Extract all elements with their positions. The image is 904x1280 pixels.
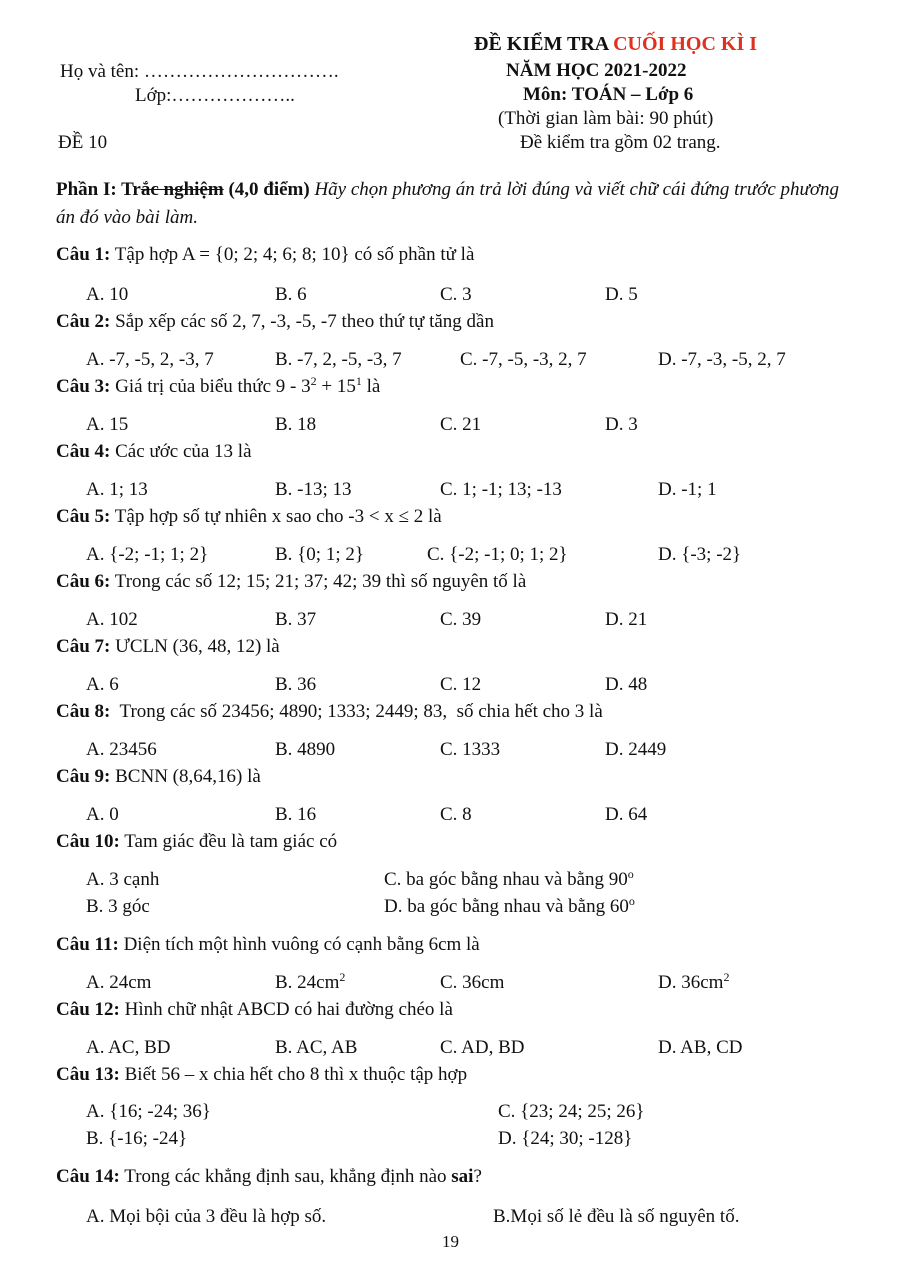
question-number: Câu 3:	[56, 376, 111, 397]
option-a: A. 3 cạnh	[86, 869, 160, 890]
option-d: D. 48	[605, 674, 648, 695]
question-text: là	[361, 376, 381, 397]
question-number: Câu 1:	[56, 244, 111, 265]
question-number: Câu 9:	[56, 766, 111, 787]
question-3	[56, 375, 380, 399]
question-text: Tập hợp số tự nhiên x sao cho -3 < x ≤ 2 là	[110, 506, 442, 527]
option-d: D. -1; 1	[658, 479, 717, 500]
option-c: C. 21	[440, 414, 482, 435]
question-2	[56, 310, 494, 334]
question-text: Biết 56 – x chia hết cho 8 thì x thuộc tập hợp	[119, 1064, 468, 1085]
option-text: D. ba góc bằng nhau và bằng 60	[384, 896, 629, 917]
option-d: D. 64	[605, 804, 648, 825]
question-text-emphasis: sai	[451, 1166, 474, 1187]
exam-code: ĐỀ 10	[58, 132, 108, 153]
option-b: B. 4890	[275, 739, 336, 760]
option-c: C. {23; 24; 25; 26}	[498, 1101, 645, 1122]
question-text: Tập hợp A = {0; 2; 4; 6; 8; 10} có số phần tử là	[110, 244, 475, 265]
question-text: ƯCLN (36, 48, 12) là	[110, 636, 280, 657]
option-b: B. {-16; -24}	[86, 1128, 188, 1149]
option-c: C. 1333	[440, 739, 501, 760]
question-5	[56, 505, 442, 529]
question-text: + 15	[316, 376, 356, 397]
option-d: D. {-3; -2}	[658, 544, 742, 565]
question-1	[56, 243, 474, 267]
exam-title-black: ĐỀ KIỂM TRA	[474, 33, 614, 55]
question-number: Câu 6:	[56, 571, 111, 592]
question-text: Hình chữ nhật ABCD có hai đường chéo là	[119, 999, 453, 1020]
option-b: B. 6	[275, 284, 307, 305]
part-1-label-b: (4,0 điểm)	[223, 179, 310, 200]
degree-symbol: o	[628, 894, 635, 908]
school-year: NĂM HỌC 2021-2022	[506, 60, 687, 81]
option-d: D. AB, CD	[658, 1037, 743, 1058]
question-14	[56, 1165, 482, 1189]
option-a: A. AC, BD	[86, 1037, 171, 1058]
time-limit: (Thời gian làm bài: 90 phút)	[498, 108, 714, 129]
option-b: B. -13; 13	[275, 479, 352, 500]
option-d: D. 21	[605, 609, 648, 630]
pages-note: Đề kiểm tra gồm 02 trang.	[520, 132, 721, 153]
option-b: B.Mọi số lẻ đều là số nguyên tố.	[493, 1206, 740, 1227]
page-number: 19	[442, 1232, 459, 1251]
question-text: Trong các khẳng định sau, khẳng định nào	[119, 1166, 452, 1187]
option-b: B. 3 góc	[86, 896, 150, 917]
part-1-instruction: Hãy chọn phương án trả lời đúng và viết chữ cái đứng trước phương án đó vào bài làm.	[56, 179, 840, 228]
option-d	[384, 895, 635, 919]
question-number: Câu 8:	[56, 701, 111, 722]
option-b	[275, 971, 345, 995]
question-number: Câu 13:	[56, 1064, 120, 1085]
question-6	[56, 570, 526, 594]
question-text: Sắp xếp các số 2, 7, -3, -5, -7 theo thứ tự tăng dần	[110, 311, 494, 332]
option-a: A. 0	[86, 804, 119, 825]
option-c	[384, 868, 634, 892]
option-c: C. 3	[440, 284, 472, 305]
question-number: Câu 4:	[56, 441, 111, 462]
option-d: D. 5	[605, 284, 638, 305]
question-number: Câu 11:	[56, 934, 119, 955]
question-text: ?	[473, 1166, 482, 1187]
option-b: B. 37	[275, 609, 317, 630]
option-text: C. ba góc bằng nhau và bằng 90	[384, 869, 628, 890]
option-b: B. 18	[275, 414, 317, 435]
question-number: Câu 14:	[56, 1166, 120, 1187]
question-11	[56, 933, 480, 957]
question-number: Câu 12:	[56, 999, 120, 1020]
question-9	[56, 765, 261, 789]
option-a: A. {16; -24; 36}	[86, 1101, 211, 1122]
option-c: C. 1; -1; 13; -13	[440, 479, 562, 500]
option-b: B. 36	[275, 674, 317, 695]
question-8	[56, 700, 603, 724]
question-4	[56, 440, 252, 464]
option-a: A. -7, -5, 2, -3, 7	[86, 349, 214, 370]
option-c: C. {-2; -1; 0; 1; 2}	[427, 544, 568, 565]
option-c: C. 8	[440, 804, 472, 825]
class-label: Lớp:………………..	[135, 85, 295, 106]
exam-title	[474, 32, 757, 57]
question-number: Câu 5:	[56, 506, 111, 527]
option-b: B. AC, AB	[275, 1037, 358, 1058]
part-1-label-strike: ắc nghiệm	[140, 179, 224, 200]
exponent: 2	[723, 970, 730, 984]
option-a: A. 15	[86, 414, 129, 435]
question-13	[56, 1063, 467, 1087]
option-d	[658, 971, 729, 995]
question-text: Trong các số 23456; 4890; 1333; 2449; 83, số chia hết cho 3 là	[110, 701, 603, 722]
option-a: A. 102	[86, 609, 138, 630]
option-c: C. 12	[440, 674, 482, 695]
option-a: A. 1; 13	[86, 479, 148, 500]
question-text: BCNN (8,64,16) là	[110, 766, 261, 787]
option-d: D. 3	[605, 414, 638, 435]
option-c: C. 39	[440, 609, 482, 630]
option-b: B. -7, 2, -5, -3, 7	[275, 349, 402, 370]
exponent: 2	[310, 374, 317, 388]
option-text: B. 24cm	[275, 972, 340, 993]
question-text: Các ước của 13 là	[110, 441, 252, 462]
option-b: B. {0; 1; 2}	[275, 544, 364, 565]
question-text: Diện tích một hình vuông có cạnh bằng 6cm là	[118, 934, 480, 955]
question-text: Giá trị của biểu thức 9 - 3	[110, 376, 311, 397]
exponent: 1	[355, 374, 362, 388]
question-12	[56, 998, 453, 1022]
option-d: D. {24; 30; -128}	[498, 1128, 633, 1149]
subject: Môn: TOÁN – Lớp 6	[523, 84, 694, 105]
question-7	[56, 635, 280, 659]
question-number: Câu 2:	[56, 311, 111, 332]
option-a: A. 10	[86, 284, 129, 305]
question-text: Trong các số 12; 15; 21; 37; 42; 39 thì số nguyên tố là	[110, 571, 527, 592]
option-d: D. 2449	[605, 739, 667, 760]
option-a: A. Mọi bội của 3 đều là hợp số.	[86, 1206, 327, 1227]
option-a: A. 6	[86, 674, 119, 695]
question-number: Câu 10:	[56, 831, 120, 852]
exponent: 2	[339, 970, 346, 984]
option-d: D. -7, -3, -5, 2, 7	[658, 349, 786, 370]
exam-title-red: CUỐI HỌC KÌ I	[613, 33, 758, 55]
option-b: B. 16	[275, 804, 317, 825]
question-text: Tam giác đều là tam giác có	[119, 831, 338, 852]
option-c: C. AD, BD	[440, 1037, 525, 1058]
option-a: A. 23456	[86, 739, 157, 760]
option-text: D. 36cm	[658, 972, 724, 993]
option-c: C. 36cm	[440, 972, 505, 993]
student-name-label: Họ và tên: ………………………….	[60, 61, 339, 82]
option-c: C. -7, -5, -3, 2, 7	[460, 349, 587, 370]
question-number: Câu 7:	[56, 636, 111, 657]
option-a: A. 24cm	[86, 972, 152, 993]
question-10	[56, 830, 337, 854]
degree-symbol: o	[627, 867, 634, 881]
part-1-heading	[56, 176, 856, 231]
option-a: A. {-2; -1; 1; 2}	[86, 544, 209, 565]
part-1-label-a: Phần I: Tr	[56, 179, 141, 200]
